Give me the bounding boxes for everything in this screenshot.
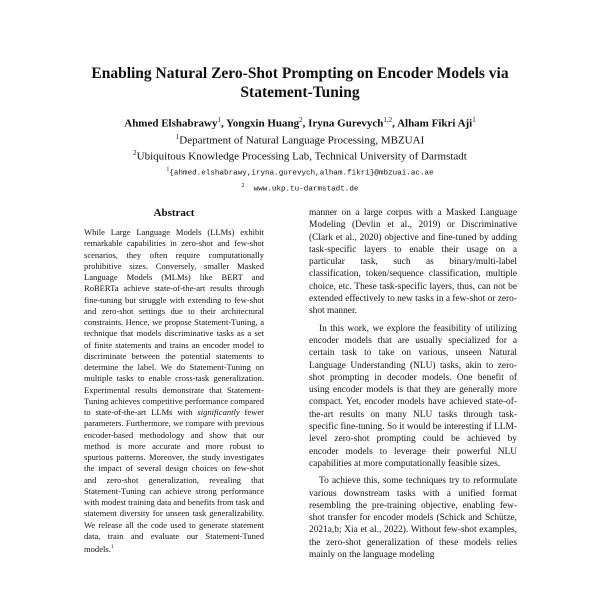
author-sup: 1 [217,116,221,124]
affiliation-text: Department of Natural Language Processing, MBZUAI [179,134,425,147]
title-line-1: Enabling Natural Zero-Shot Prompting on Encoder Models via [91,65,509,82]
email-sup: 2 [241,182,245,189]
author-block [40,113,560,195]
website-link[interactable] [40,181,560,196]
affiliation-1 [40,131,560,148]
affiliation-text: Ubiquitous Knowledge Processing Lab, Technical University of Darmstadt [136,150,467,163]
affiliation-sup: 1 [175,132,180,141]
author-name: Alham Fikri Aji [397,117,473,130]
right-column [309,207,517,566]
footnote-mark[interactable]: 1 [110,544,114,550]
author-sup: 1 [472,116,476,124]
paper-title [60,64,540,102]
left-column [84,207,264,555]
website-text[interactable]: www.ukp.tu-darmstadt.de [253,185,359,194]
email-1[interactable] [40,165,560,180]
body-paragraph-1: manner on a large corpus with a Masked Language Modeling (Devlin et al., 2019) or Discriminative (Clark et al., 2020) objective and fine-tuned by adding task-specific layers to enable their usage on a particular task, such as binary/multi-label classification, token/sequence classification, multiple choice, etc. These task-specific layers, thus, can not be extended effectively to new tasks in a few-shot or zero-shot manner. [309,208,517,317]
author-name: Iryna Gurevych [308,117,384,130]
title-line-2: Statement-Tuning [240,84,360,101]
abstract-text [84,227,264,555]
author-list: Ahmed Elshabrawy$^1$, Yongxin Huang$^2$, Iryna Gurevych$^{1,2}$, Alham Fikri Aji$^1$ [124,116,476,130]
email-text[interactable]: {ahmed.elshabrawy,iryna.gurevych,alham.fikri}@mbzuai.ac.ae [169,169,434,178]
email-sup: 1 [166,166,170,173]
affiliation-2 [40,147,560,164]
author-sup: 2 [299,116,303,124]
body-paragraph-2: In this work, we explore the feasibility of utilizing encoder models that are usually specialized for a certain task to take on various, unseen Natural Language Understanding (NLU) tasks, akin to zero-shot prompting in decoder models. One benefit of using encoder models is that they are generally more compact. Yet, encoder models have achieved state-of-the-art results on many NLU tasks through task-specific fine-tuning. So it would be interesting if LLM-level zero-shot prompting could be achieved by encoder models to leverage their powerful NLU capabilities at more computationally feasible sizes. [309,323,517,469]
affiliation-sup: 2 [133,149,137,158]
author-name: Yongxin Huang [226,117,300,130]
body-paragraph-3: To achieve this, some techniques try to reformulate various downstream tasks with a unified format resembling the pre-training objective, enabling few-shot transfer for encoder models (Schick and Schütze, 2021a,b; Xia et al., 2022). Without few-shot examples, the zero-shot generalization of these models relies mainly on the language modeling [309,476,517,561]
author-sup: 1,2 [383,116,393,124]
abstract-emphasis: significantly [197,407,240,417]
abstract-part-1: While Large Language Models (LLMs) exhibit remarkable capabilities in zero-shot and few-shot scenarios, they often require computationally prohibitive sizes. Conversely, smaller Masked Language Models (MLMs) like BERT and RoBERTa achieve state-of-the-art results through fine-tuning but struggle with extending to few-shot and zero-shot settings due to their architectural constraints. Hence, we propose Statement-Tuning, a technique that models discriminative tasks as a set of finite statements and trains an encoder model to discriminate between the potential statements to determine the label. We do Statement-Tuning on multiple tasks to enable cross-task generalization. Experimental results demonstrate that Statement-Tuning achieves competitive performance compared to state-of-the-art LLMs with [84,227,264,417]
abstract-part-2: fewer parameters. Furthermore, we compare with previous encoder-based methodology and show that our method is more accurate and more robust to spurious patterns. Moreover, the study investigates the impact of several design choices on few-shot and zero-shot generalization, revealing that Statement-Tuning can achieve strong performance with modest training data and benefits from task and statement diversity for unseen task generalizability. We release all the code used to generate statement data, train and evaluate our Statement-Tuned models. [84,407,264,554]
author-name: Ahmed Elshabrawy [124,117,218,130]
abstract-heading: Abstract [153,207,195,219]
